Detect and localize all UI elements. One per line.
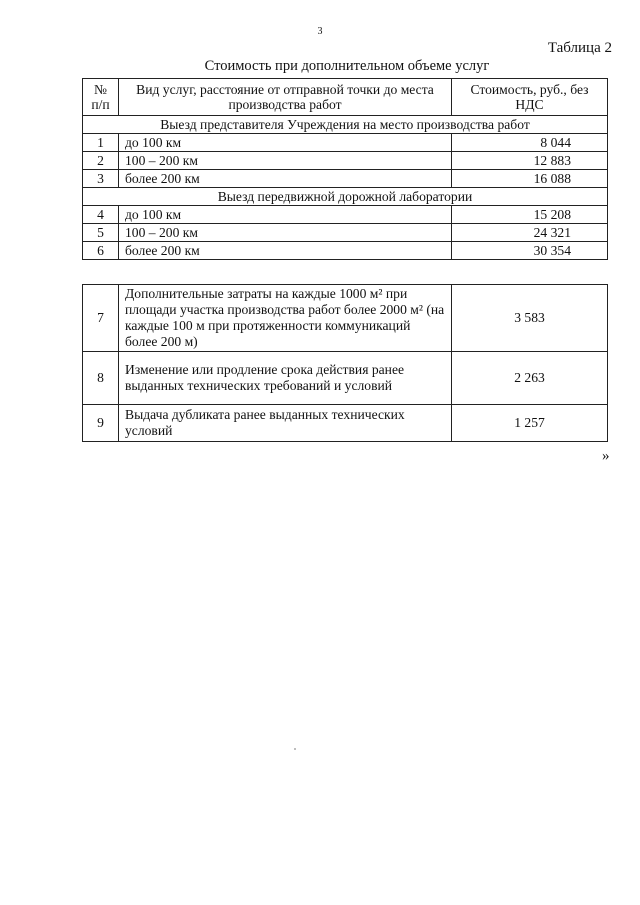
row-num: 8 bbox=[83, 352, 119, 405]
row-service: Выдача дубликата ранее выданных технических условий bbox=[119, 405, 452, 442]
row-num: 2 bbox=[83, 152, 119, 170]
table-label: Таблица 2 bbox=[547, 40, 612, 56]
table-row bbox=[83, 242, 608, 260]
row-service: 100 – 200 км bbox=[119, 152, 452, 170]
table-header-row bbox=[83, 79, 608, 116]
row-service: до 100 км bbox=[119, 206, 452, 224]
table-row bbox=[83, 405, 608, 442]
row-cost: 24 321 bbox=[452, 224, 608, 242]
closing-quote: » bbox=[602, 448, 610, 464]
section-title: Выезд передвижной дорожной лаборатории bbox=[83, 188, 608, 206]
section-title: Выезд представителя Учреждения на место производства работ bbox=[83, 116, 608, 134]
section-row bbox=[83, 188, 608, 206]
header-num: № п/п bbox=[83, 79, 119, 116]
row-num: 5 bbox=[83, 224, 119, 242]
row-cost: 12 883 bbox=[452, 152, 608, 170]
page-number: 3 bbox=[317, 26, 323, 37]
table-row bbox=[83, 134, 608, 152]
row-service: Изменение или продление срока действия ранее выданных технических требований и условий bbox=[119, 352, 452, 405]
table-row bbox=[83, 352, 608, 405]
row-service: Дополнительные затраты на каждые 1000 м² при площади участка производства работ более 2000 м² (на каждые 100 м при протяженности коммуникаций более 200 м) bbox=[119, 285, 452, 352]
row-service: до 100 км bbox=[119, 134, 452, 152]
row-service: более 200 км bbox=[119, 242, 452, 260]
row-cost: 30 354 bbox=[452, 242, 608, 260]
row-cost: 2 263 bbox=[452, 352, 608, 405]
row-num: 6 bbox=[83, 242, 119, 260]
row-cost: 1 257 bbox=[452, 405, 608, 442]
row-num: 4 bbox=[83, 206, 119, 224]
table-row bbox=[83, 285, 608, 352]
table-row bbox=[83, 206, 608, 224]
row-cost: 16 088 bbox=[452, 170, 608, 188]
row-num: 9 bbox=[83, 405, 119, 442]
row-service: более 200 км bbox=[119, 170, 452, 188]
row-cost: 15 208 bbox=[452, 206, 608, 224]
table-caption: Стоимость при дополнительном объеме услуг bbox=[204, 58, 490, 74]
row-service: 100 – 200 км bbox=[119, 224, 452, 242]
extra-cost-table bbox=[82, 284, 608, 442]
row-cost: 8 044 bbox=[452, 134, 608, 152]
table-row bbox=[83, 224, 608, 242]
header-cost: Стоимость, руб., без НДС bbox=[452, 79, 608, 116]
section-row bbox=[83, 116, 608, 134]
row-num: 7 bbox=[83, 285, 119, 352]
row-num: 3 bbox=[83, 170, 119, 188]
table-row bbox=[83, 152, 608, 170]
row-cost: 3 583 bbox=[452, 285, 608, 352]
row-num: 1 bbox=[83, 134, 119, 152]
cost-table bbox=[82, 78, 608, 260]
header-service: Вид услуг, расстояние от отправной точки до места производства работ bbox=[119, 79, 452, 116]
scan-speck bbox=[294, 748, 296, 750]
table-row bbox=[83, 170, 608, 188]
